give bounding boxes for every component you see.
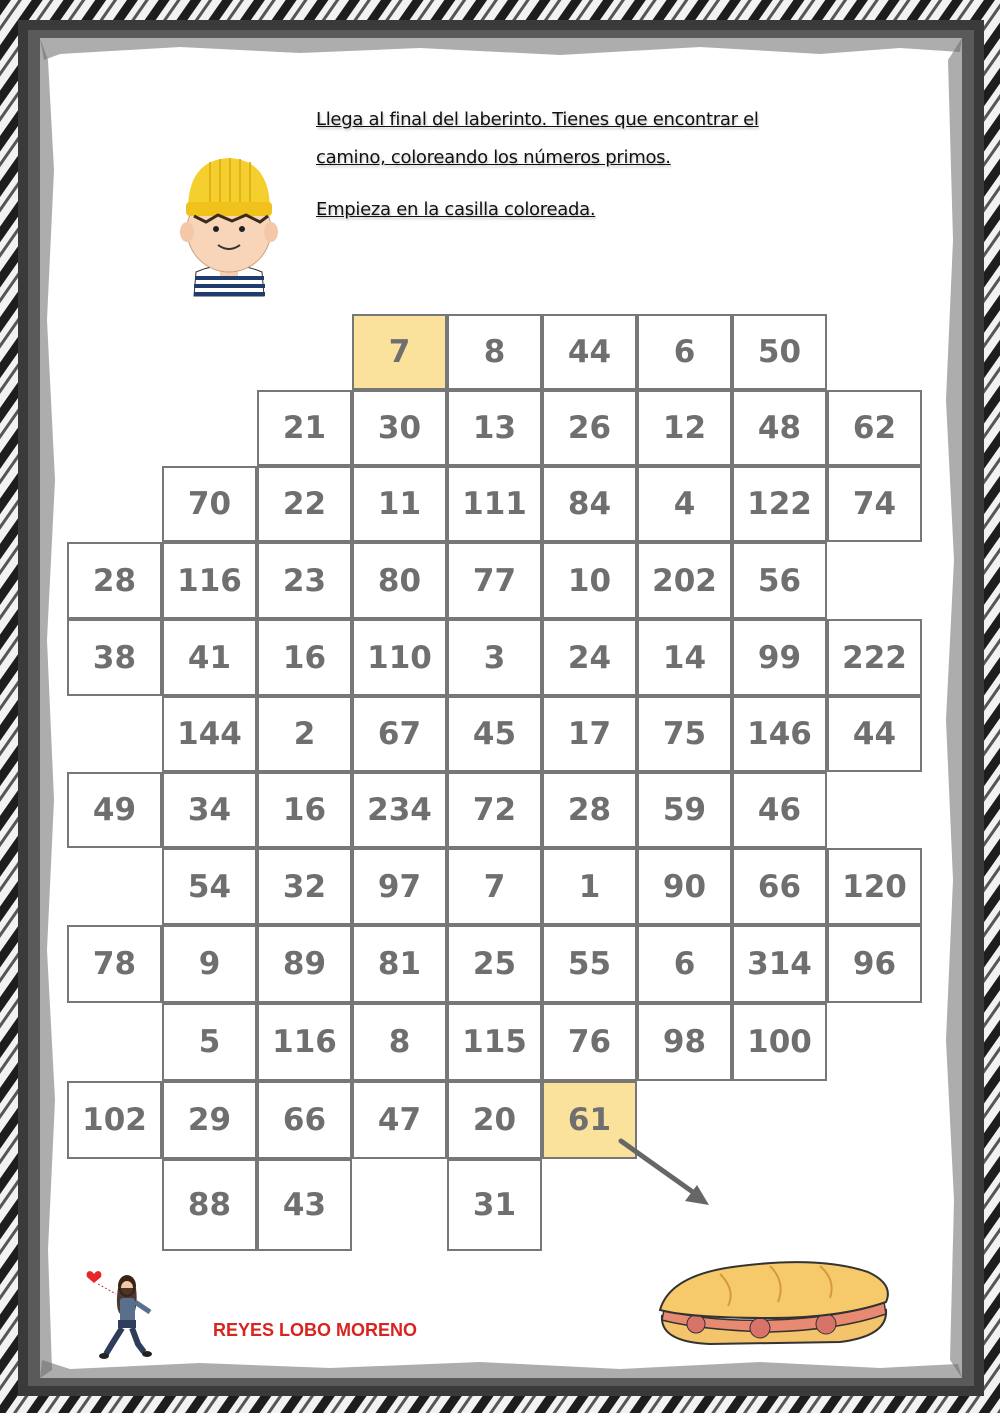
maze-cell[interactable]: 67 [352,696,447,772]
maze-cell[interactable]: 89 [257,925,352,1003]
maze-cell[interactable]: 6 [637,314,732,390]
maze-cell[interactable]: 30 [352,390,447,466]
maze-cell[interactable]: 5 [162,1003,257,1081]
maze-cell[interactable]: 34 [162,772,257,848]
maze-cell[interactable]: 28 [542,772,637,848]
maze-cell[interactable]: 88 [162,1159,257,1251]
girl-avatar-illustration [82,1268,162,1360]
maze-cell[interactable]: 6 [637,925,732,1003]
maze-cell[interactable]: 120 [827,848,922,925]
maze-cell[interactable]: 1 [542,848,637,925]
maze-cell[interactable]: 70 [162,466,257,542]
maze-cell[interactable]: 122 [732,466,827,542]
maze-cell[interactable]: 99 [732,619,827,696]
maze-cell-highlighted[interactable]: 7 [352,314,447,390]
maze-cell[interactable]: 49 [67,772,162,848]
maze-cell[interactable]: 16 [257,619,352,696]
maze-cell[interactable]: 41 [162,619,257,696]
maze-cell[interactable]: 115 [447,1003,542,1081]
maze-cell[interactable]: 81 [352,925,447,1003]
maze-cell[interactable]: 8 [352,1003,447,1081]
heart-icon [87,1271,102,1283]
maze-cell[interactable]: 56 [732,542,827,619]
maze-cell[interactable]: 4 [637,466,732,542]
maze-cell[interactable]: 38 [67,619,162,696]
maze-cell[interactable]: 8 [447,314,542,390]
maze-cell[interactable]: 55 [542,925,637,1003]
maze-cell[interactable]: 26 [542,390,637,466]
maze-cell[interactable]: 102 [67,1081,162,1159]
maze-cell[interactable]: 2 [257,696,352,772]
instruction-line-3: Empieza en la casilla coloreada. [316,199,596,220]
maze-cell-highlighted[interactable]: 61 [542,1081,637,1159]
maze-cell[interactable]: 66 [732,848,827,925]
maze-cell[interactable]: 74 [827,466,922,542]
maze-cell[interactable]: 3 [447,619,542,696]
maze-cell[interactable]: 234 [352,772,447,848]
maze-cell[interactable]: 222 [827,619,922,696]
maze-cell[interactable]: 84 [542,466,637,542]
maze-cell[interactable]: 23 [257,542,352,619]
maze-cell[interactable]: 48 [732,390,827,466]
maze-cell[interactable]: 20 [447,1081,542,1159]
maze-cell[interactable]: 144 [162,696,257,772]
maze-cell[interactable]: 314 [732,925,827,1003]
arrow-icon [615,1135,720,1215]
maze-cell[interactable]: 43 [257,1159,352,1251]
maze-cell[interactable]: 110 [352,619,447,696]
maze-cell[interactable]: 54 [162,848,257,925]
maze-cell[interactable]: 44 [542,314,637,390]
maze-cell[interactable]: 13 [447,390,542,466]
maze-cell[interactable]: 16 [257,772,352,848]
maze-cell[interactable]: 32 [257,848,352,925]
maze-cell[interactable]: 202 [637,542,732,619]
author-credit: REYES LOBO MORENO [213,1320,418,1340]
maze-cell[interactable]: 75 [637,696,732,772]
maze-cell[interactable]: 10 [542,542,637,619]
maze-cell[interactable]: 77 [447,542,542,619]
maze-cell[interactable]: 100 [732,1003,827,1081]
maze-cell[interactable]: 44 [827,696,922,772]
maze-cell[interactable]: 11 [352,466,447,542]
maze-cell[interactable]: 14 [637,619,732,696]
maze-cell[interactable]: 7 [447,848,542,925]
maze-cell[interactable]: 66 [257,1081,352,1159]
maze-cell[interactable]: 78 [67,925,162,1003]
maze-cell[interactable]: 59 [637,772,732,848]
maze-cell[interactable]: 21 [257,390,352,466]
maze-cell[interactable]: 9 [162,925,257,1003]
maze-cell[interactable]: 22 [257,466,352,542]
maze-cell[interactable]: 80 [352,542,447,619]
maze-cell[interactable]: 116 [162,542,257,619]
maze-cell[interactable]: 17 [542,696,637,772]
maze-cell[interactable]: 97 [352,848,447,925]
maze-cell[interactable]: 50 [732,314,827,390]
maze-cell[interactable]: 96 [827,925,922,1003]
maze-cell[interactable]: 29 [162,1081,257,1159]
maze-cell[interactable]: 45 [447,696,542,772]
maze-cell[interactable]: 28 [67,542,162,619]
maze-cell[interactable]: 24 [542,619,637,696]
maze-cell[interactable]: 116 [257,1003,352,1081]
maze-cell[interactable]: 76 [542,1003,637,1081]
maze-cell[interactable]: 72 [447,772,542,848]
maze-cell[interactable]: 62 [827,390,922,466]
maze-cell[interactable]: 12 [637,390,732,466]
maze-cell[interactable]: 31 [447,1159,542,1251]
maze-cell[interactable]: 111 [447,466,542,542]
instruction-line-2: camino, coloreando los números primos. [316,147,671,168]
maze-cell[interactable]: 25 [447,925,542,1003]
maze-cell[interactable]: 146 [732,696,827,772]
maze-cell[interactable]: 46 [732,772,827,848]
instruction-line-1: Llega al final del laberinto. Tienes que encontrar el [316,109,759,130]
maze-cell[interactable]: 90 [637,848,732,925]
maze-cell[interactable]: 47 [352,1081,447,1159]
maze-cell[interactable]: 98 [637,1003,732,1081]
sandwich-illustration [650,1252,895,1352]
